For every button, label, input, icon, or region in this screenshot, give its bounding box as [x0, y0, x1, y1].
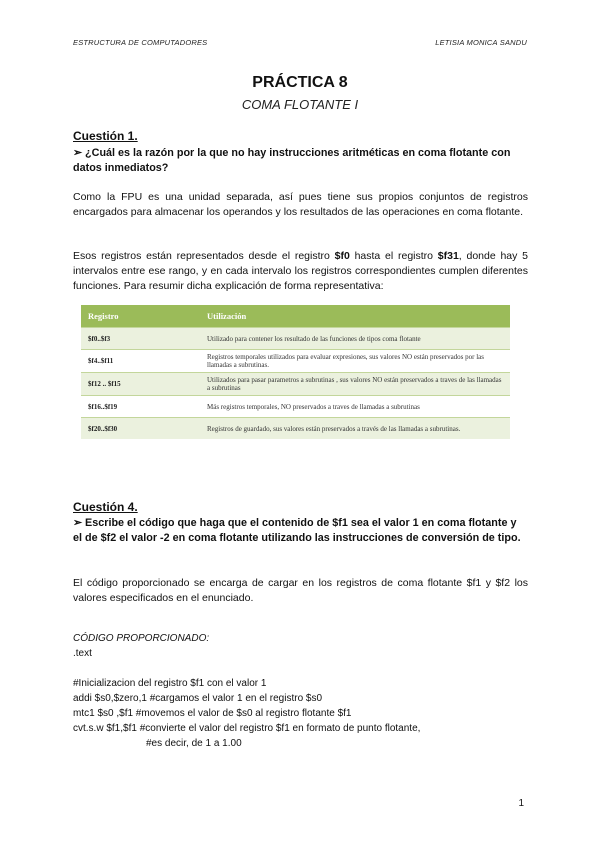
column-header-utilizacion: Utilización: [200, 305, 510, 328]
code-line: cvt.s.w $f1,$f1 #convierte el valor del registro $f1 en formato de punto flotante,: [73, 723, 421, 734]
column-header-registro: Registro: [81, 305, 200, 328]
cell-register: $f4..$f11: [81, 350, 200, 373]
q1-p2-text-b: hasta el registro: [349, 250, 438, 262]
register-table: [81, 305, 510, 439]
table-row: [81, 373, 510, 396]
table-row: [81, 396, 510, 418]
cell-usage: Utilizado para contener los resultado de las funciones de tipos coma flotante: [200, 328, 510, 350]
code-line-blank: [73, 661, 528, 676]
q1-paragraph-1: Como la FPU es una unidad separada, así pues tiene sus propios conjuntos de registros encargados para almacenar los operandos y los resultados de las operaciones en coma flotante.: [73, 191, 528, 218]
code-label: CÓDIGO PROPORCIONADO:: [73, 633, 210, 644]
q1-paragraph-2: [73, 249, 528, 294]
table-row: [81, 350, 510, 373]
code-line: .text: [73, 648, 92, 659]
q1-heading: Cuestión 1.: [73, 129, 138, 143]
header-author: LETISIA MONICA SANDU: [435, 38, 527, 47]
table-row: [81, 328, 510, 350]
cell-register: $f16..$f19: [81, 396, 200, 418]
q4-paragraph-1: El código proporcionado se encarga de cargar en los registros de coma flotante $f1 y $f2 los valores especificados en el enunciado.: [73, 577, 528, 604]
header-course: ESTRUCTURA DE COMPUTADORES: [73, 38, 208, 47]
cell-usage: Registros temporales utilizados para evaluar expresiones, sus valores NO están preservados por las llamadas a subrutinas.: [200, 350, 510, 373]
register-f0: $f0: [334, 250, 350, 262]
cell-usage: Utilizados para pasar parametros a subrutinas , sus valores NO están preservados a traves de las llamadas a subrutinas: [200, 373, 510, 396]
code-line: addi $s0,$zero,1 #cargamos el valor 1 en el registro $s0: [73, 693, 323, 704]
code-line-indented: #es decir, de 1 a 1.00: [146, 738, 242, 749]
q4-heading: Cuestión 4.: [73, 500, 138, 514]
code-line: mtc1 $s0 ,$f1 #movemos el valor de $s0 al registro flotante $f1: [73, 708, 352, 719]
code-line: #Inicializacion del registro $f1 con el valor 1: [73, 678, 267, 689]
q1-question: ➢ ¿Cuál es la razón por la que no hay instrucciones aritméticas en coma flotante con datos inmediatos?: [73, 147, 511, 174]
code-block: [73, 631, 528, 751]
cell-usage: Más registros temporales, NO preservados a traves de llamadas a subrutinas: [200, 396, 510, 418]
q1-p2-text-a: Esos registros están representados desde el registro: [73, 250, 335, 262]
cell-usage: Registros de guardado, sus valores están preservados a través de las llamadas a subrutinas.: [200, 418, 510, 440]
q1-p2-text-c: , donde hay 5 intervalos entre ese rango, y en cada intervalo los registros correspondientes cumplen diferentes funciones. Para resumir dicha explicación de forma representativa:: [73, 250, 528, 292]
table-row: [81, 418, 510, 440]
page-number: 1: [518, 798, 524, 809]
page-subtitle: COMA FLOTANTE I: [241, 97, 359, 112]
cell-register: $f0..$f3: [81, 328, 200, 350]
q4-question: ➢ Escribe el código que haga que el contenido de $f1 sea el valor 1 en coma flotante y el de $f2 el valor -2 en coma flotante utilizando las instrucciones de conversión de tipo.: [73, 517, 521, 544]
cell-register: $f12 .. $f15: [81, 373, 200, 396]
table-header-row: [81, 305, 510, 328]
page-title: PRÁCTICA 8: [252, 74, 348, 91]
cell-register: $f20..$f30: [81, 418, 200, 440]
register-f31: $f31: [437, 250, 459, 262]
